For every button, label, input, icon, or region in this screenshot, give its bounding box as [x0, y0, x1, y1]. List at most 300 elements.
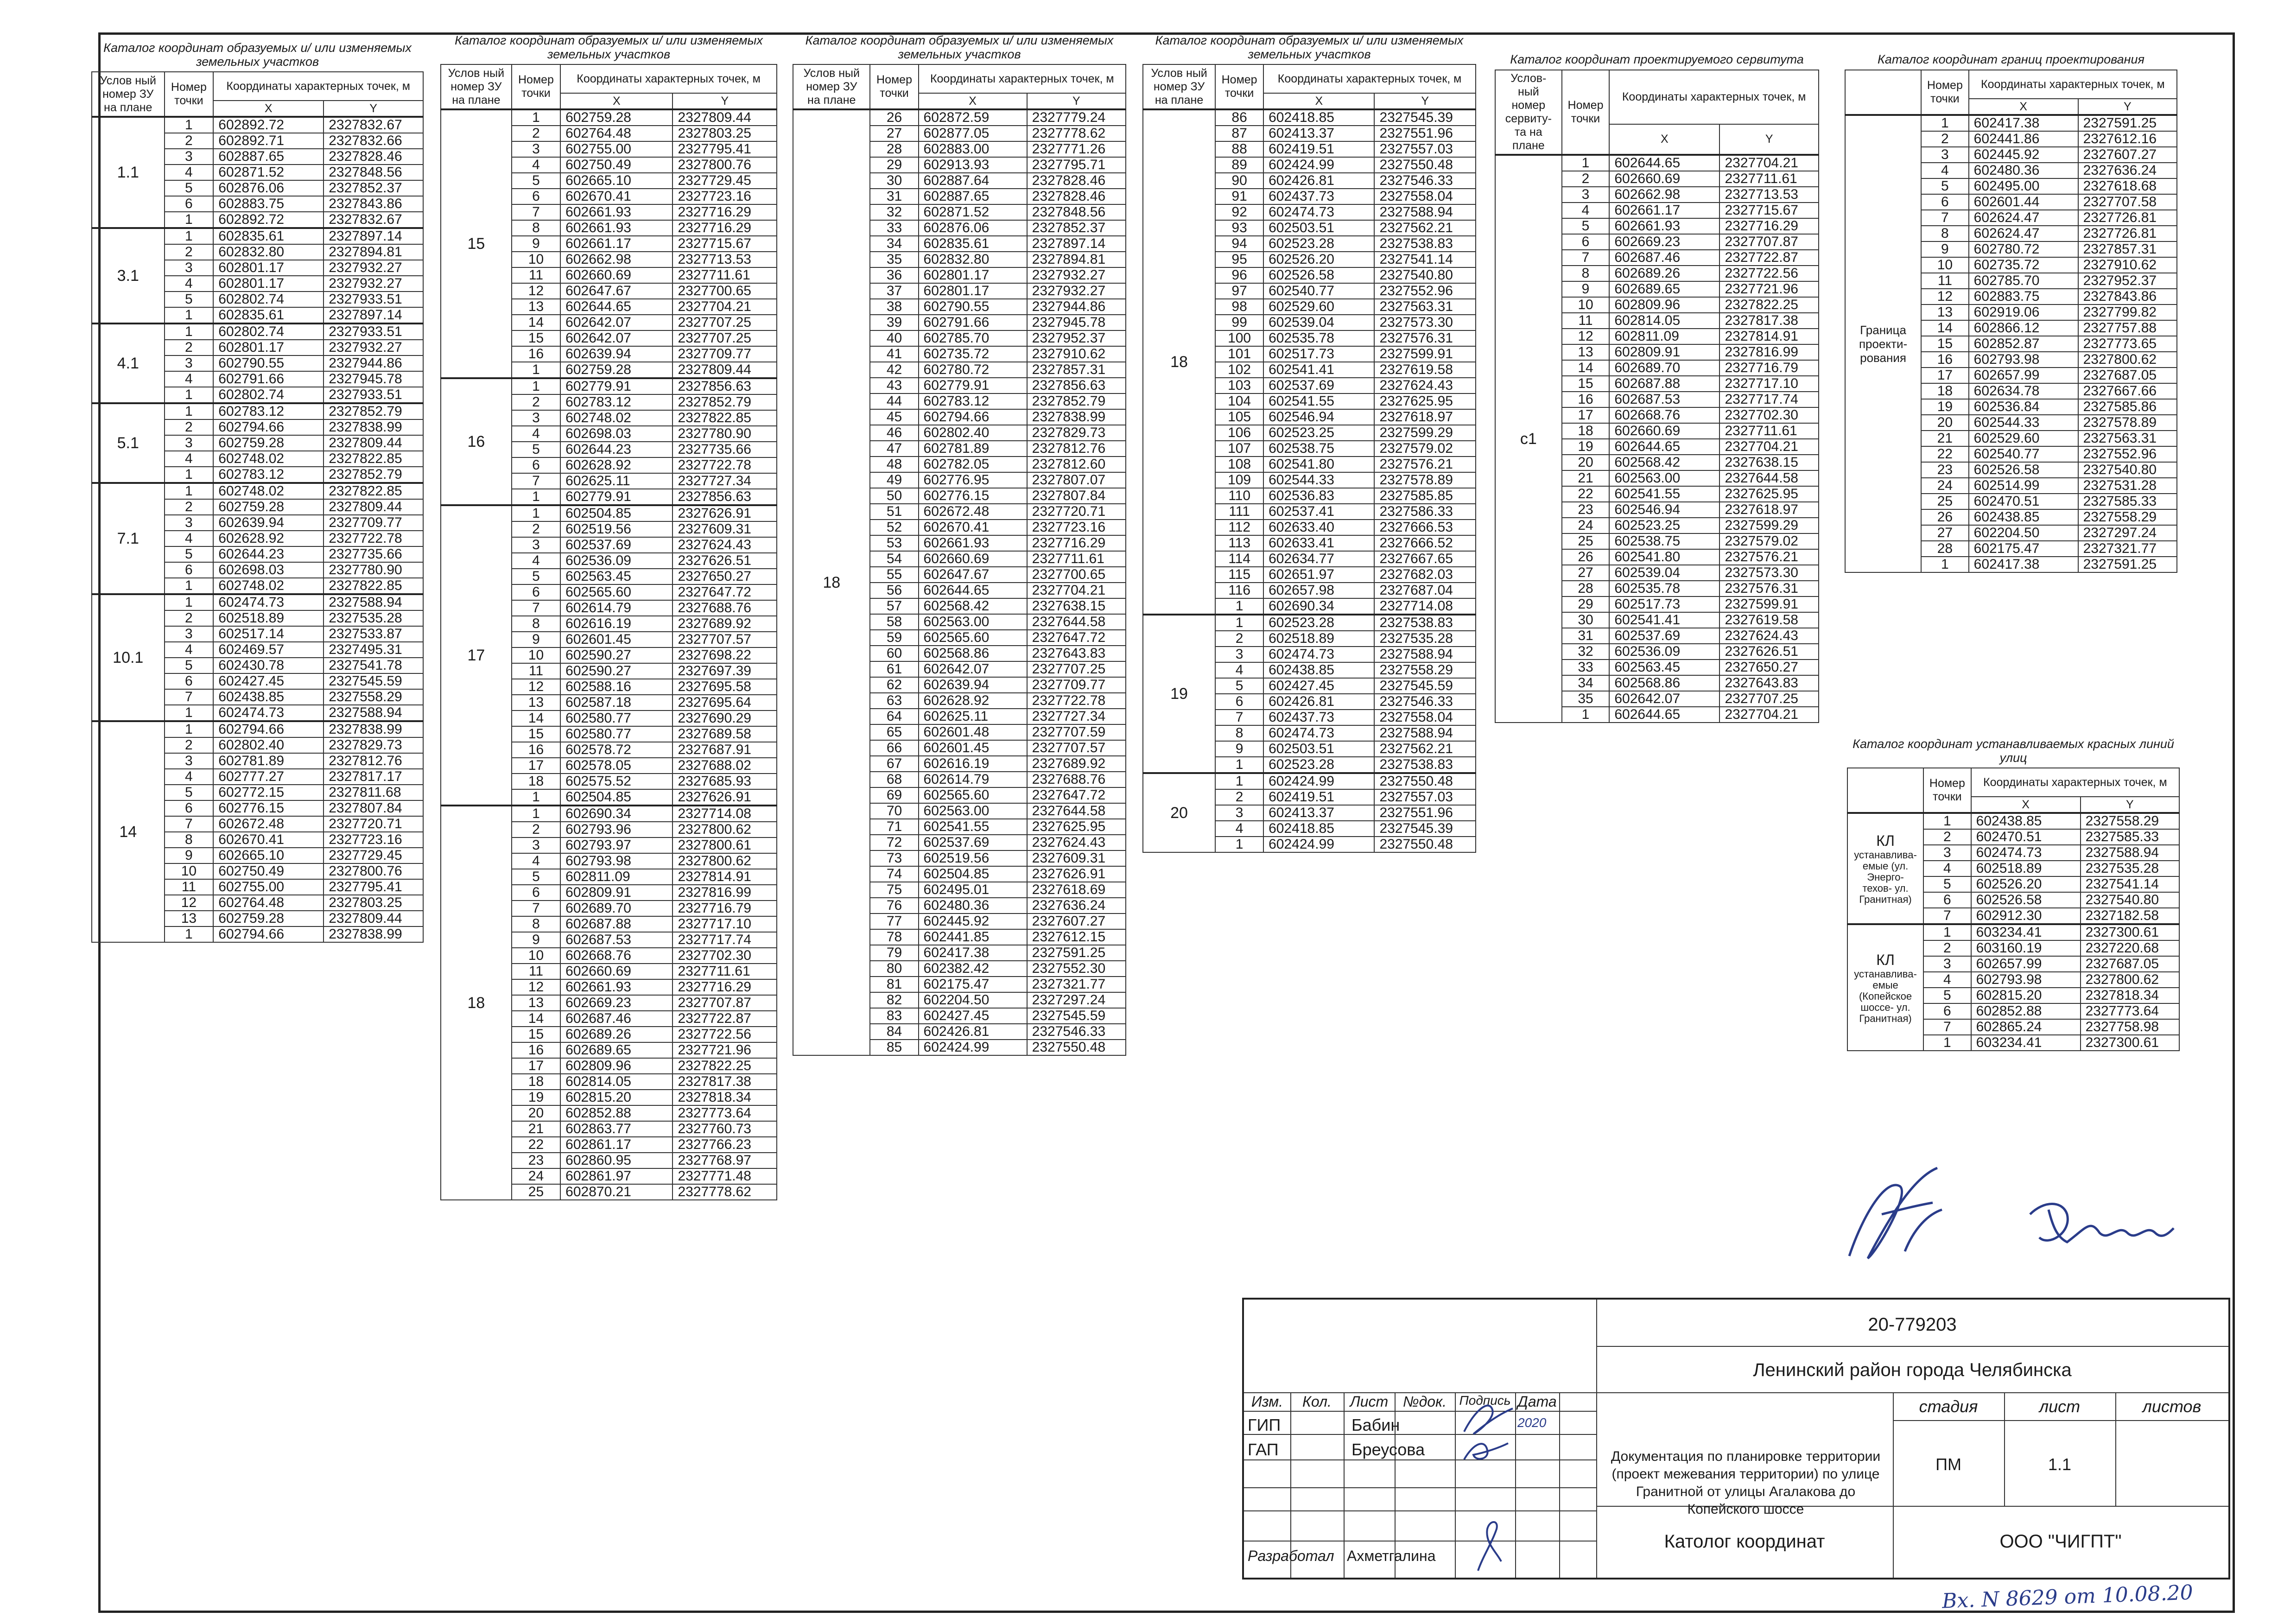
coord-y: 2327538.83 — [1374, 236, 1476, 252]
header-coordinates: Координаты характерных точек, м — [213, 72, 423, 101]
coord-y: 2327579.02 — [1719, 533, 1819, 549]
coord-x: 602541.80 — [1263, 457, 1374, 472]
coord-x: 602563.00 — [1609, 470, 1719, 486]
coord-y: 2327704.21 — [673, 299, 777, 315]
coord-y: 2327650.27 — [1719, 660, 1819, 675]
coord-y: 2327624.43 — [1374, 378, 1476, 393]
coord-y: 2327803.25 — [324, 895, 423, 911]
coord-y: 2327624.43 — [1719, 628, 1819, 644]
point-number: 70 — [870, 803, 918, 819]
coord-x: 602470.51 — [1969, 494, 2078, 509]
coord-y: 2327545.59 — [1027, 1008, 1126, 1024]
point-number: 5 — [512, 173, 560, 189]
point-number: 60 — [870, 646, 918, 661]
header-row — [1495, 70, 1819, 124]
table-row — [441, 806, 777, 822]
point-number: 5 — [165, 785, 214, 800]
coord-x: 602755.00 — [213, 879, 324, 895]
coord-x: 602832.80 — [213, 244, 324, 260]
coord-x: 602474.73 — [1263, 204, 1374, 220]
table-row — [92, 483, 423, 499]
point-number: 13 — [512, 299, 560, 315]
point-number: 13 — [512, 695, 560, 710]
coord-x: 602568.86 — [1609, 675, 1719, 691]
point-number: 7 — [1921, 210, 1969, 226]
coord-y: 2327722.56 — [1719, 266, 1819, 281]
coord-y: 2327807.07 — [1027, 472, 1126, 488]
coord-y: 2327687.05 — [2078, 368, 2177, 383]
header-row — [1847, 768, 2179, 797]
coord-y: 2327666.52 — [1374, 535, 1476, 551]
coord-x: 602669.23 — [560, 995, 673, 1011]
coord-x: 602504.85 — [560, 789, 673, 806]
point-number: 3 — [165, 355, 214, 371]
point-number: 4 — [512, 426, 560, 442]
coord-y: 2327612.15 — [1027, 929, 1126, 945]
coord-x: 602642.07 — [560, 330, 673, 346]
coord-x: 602628.92 — [213, 531, 324, 546]
header-y: Y — [324, 101, 423, 117]
point-number: 6 — [165, 673, 214, 689]
point-number: 1 — [1923, 813, 1971, 829]
point-number: 67 — [870, 756, 918, 772]
point-number: 35 — [1562, 691, 1610, 707]
coord-y: 2327726.81 — [2078, 210, 2177, 226]
point-number: 3 — [165, 435, 214, 451]
coord-y: 2327558.29 — [1374, 662, 1476, 678]
point-number: 42 — [870, 362, 918, 378]
coord-y: 2327800.76 — [324, 863, 423, 879]
coord-x: 602809.96 — [1609, 297, 1719, 313]
coord-y: 2327771.26 — [1027, 141, 1126, 157]
coord-y: 2327709.77 — [324, 515, 423, 531]
point-number: 1 — [165, 324, 214, 340]
coord-y: 2327773.64 — [673, 1105, 777, 1121]
point-number: 1 — [1215, 837, 1263, 852]
zu-label: 17 — [441, 505, 512, 806]
coord-y: 2327768.97 — [673, 1153, 777, 1168]
point-number: 1 — [165, 705, 214, 721]
coord-y: 2327551.96 — [1374, 805, 1476, 821]
coord-x: 602517.14 — [213, 626, 324, 642]
coord-x: 602811.09 — [560, 869, 673, 885]
coord-x: 602759.28 — [213, 911, 324, 926]
point-number: 5 — [165, 292, 214, 307]
coord-y: 2327689.58 — [673, 726, 777, 742]
coord-x: 602537.41 — [1263, 504, 1374, 520]
coord-y: 2327932.27 — [1027, 267, 1126, 283]
coord-x: 602642.07 — [560, 315, 673, 330]
header-coordinates: Координаты характерных точек, м — [1969, 70, 2177, 99]
point-number: 1 — [1215, 615, 1263, 631]
coord-x: 602474.73 — [213, 594, 324, 610]
name-gap: Бреусова — [1351, 1440, 1425, 1459]
coord-y: 2327828.46 — [1027, 189, 1126, 204]
point-number: 2 — [165, 244, 214, 260]
coord-y: 2327688.76 — [1027, 772, 1126, 787]
coord-y: 2327545.39 — [1374, 109, 1476, 126]
header-y: Y — [1374, 93, 1476, 109]
point-number: 16 — [512, 346, 560, 362]
coord-y: 2327636.24 — [1027, 898, 1126, 914]
coord-y: 2327688.02 — [673, 758, 777, 774]
point-number: 55 — [870, 567, 918, 583]
coord-x: 602687.53 — [560, 932, 673, 948]
coord-x: 602783.12 — [919, 393, 1027, 409]
coord-x: 602887.65 — [919, 189, 1027, 204]
coord-x: 602413.37 — [1263, 126, 1374, 141]
coord-x: 602426.81 — [1263, 173, 1374, 189]
coord-y: 2327702.30 — [1719, 407, 1819, 423]
header-point: Номер точки — [1921, 70, 1969, 115]
point-number: 6 — [1215, 694, 1263, 710]
header-y: Y — [2078, 99, 2177, 115]
coord-y: 2327897.14 — [324, 228, 423, 244]
coord-y: 2327933.51 — [324, 324, 423, 340]
point-number: 18 — [512, 774, 560, 789]
coord-x: 602616.19 — [560, 616, 673, 632]
coord-y: 2327647.72 — [673, 584, 777, 600]
coord-y: 2327811.68 — [324, 785, 423, 800]
point-number: 41 — [870, 346, 918, 362]
point-number: 3 — [165, 260, 214, 276]
coord-x: 602876.06 — [919, 220, 1027, 236]
coord-y: 2327817.38 — [1719, 313, 1819, 329]
point-number: 110 — [1215, 488, 1263, 504]
coord-y: 2327700.65 — [1027, 567, 1126, 583]
coord-x: 602783.12 — [213, 467, 324, 483]
point-number: 8 — [1921, 226, 1969, 241]
coord-y: 2327773.64 — [2081, 1003, 2179, 1019]
name-developer: Ахметгалина — [1347, 1548, 1436, 1564]
point-number: 2 — [512, 521, 560, 537]
point-number: 4 — [1923, 972, 1971, 988]
coord-y: 2327852.79 — [673, 394, 777, 410]
coord-y: 2327856.63 — [673, 489, 777, 505]
coord-x: 602776.15 — [919, 488, 1027, 504]
coord-x: 602601.45 — [560, 632, 673, 647]
header-y: Y — [1027, 93, 1126, 109]
coord-y: 2327535.28 — [2081, 861, 2179, 876]
point-number: 1 — [1921, 557, 1969, 572]
coord-y: 2327932.27 — [324, 276, 423, 292]
point-number: 21 — [1562, 470, 1610, 486]
coord-y: 2327933.51 — [324, 292, 423, 307]
coord-y: 2327707.25 — [1027, 661, 1126, 677]
coord-x: 602783.12 — [213, 403, 324, 419]
coord-x: 602661.93 — [560, 204, 673, 220]
coord-x: 602852.88 — [560, 1105, 673, 1121]
coord-y: 2327910.62 — [2078, 257, 2177, 273]
point-number: 99 — [1215, 315, 1263, 330]
coord-y: 2327779.24 — [1027, 109, 1126, 126]
point-number: 36 — [870, 267, 918, 283]
table-row — [793, 109, 1126, 126]
title-block — [1242, 1298, 2230, 1580]
coord-x: 602779.91 — [560, 489, 673, 505]
coord-x: 602601.44 — [1969, 194, 2078, 210]
coord-y: 2327599.29 — [1374, 425, 1476, 441]
coord-y: 2327558.04 — [1374, 189, 1476, 204]
point-number: 48 — [870, 457, 918, 472]
point-number: 13 — [1562, 344, 1610, 360]
header-x: X — [1609, 124, 1719, 155]
point-number: 11 — [512, 964, 560, 979]
point-number: 16 — [512, 1042, 560, 1058]
zu-label: 1.1 — [92, 117, 165, 228]
coord-x: 602860.95 — [560, 1153, 673, 1168]
point-number: 1 — [512, 806, 560, 822]
coord-x: 602541.41 — [1609, 612, 1719, 628]
coord-y: 2327856.63 — [1027, 378, 1126, 393]
point-number: 29 — [870, 157, 918, 173]
coord-x: 602537.69 — [919, 835, 1027, 850]
coord-x: 602427.45 — [919, 1008, 1027, 1024]
coord-y: 2327650.27 — [673, 569, 777, 584]
doc-title: Документация по планировке территории (проект межевания территории) по улице Гранитной от улицы Агалакова до Копейского шоссе — [1611, 1449, 1881, 1517]
coord-y: 2327952.37 — [1027, 330, 1126, 346]
point-number: 24 — [1921, 478, 1969, 494]
point-number: 12 — [1562, 329, 1610, 344]
coord-x: 602535.78 — [1263, 330, 1374, 346]
header-y: Y — [1719, 124, 1819, 155]
coord-x: 602877.05 — [919, 126, 1027, 141]
coord-x: 603234.41 — [1971, 924, 2081, 940]
point-number: 98 — [1215, 299, 1263, 315]
coord-y: 2327818.34 — [2081, 988, 2179, 1003]
coord-x: 602523.25 — [1263, 425, 1374, 441]
coord-x: 602647.67 — [919, 567, 1027, 583]
point-number: 104 — [1215, 393, 1263, 409]
coord-y: 2327709.77 — [673, 346, 777, 362]
coord-y: 2327711.61 — [673, 964, 777, 979]
point-number: 29 — [1562, 596, 1610, 612]
role-gip: ГИП — [1248, 1415, 1281, 1434]
point-number: 1 — [165, 403, 214, 419]
point-number: 89 — [1215, 157, 1263, 173]
coord-x: 602883.00 — [919, 141, 1027, 157]
coord-x: 602794.66 — [213, 926, 324, 942]
coord-x: 602523.28 — [1263, 757, 1374, 773]
coord-x: 602474.73 — [1263, 647, 1374, 662]
point-number: 101 — [1215, 346, 1263, 362]
coord-y: 2327822.85 — [673, 410, 777, 426]
coord-x: 602470.51 — [1971, 829, 2081, 845]
point-number: 21 — [512, 1121, 560, 1137]
coord-x: 602642.07 — [1609, 691, 1719, 707]
coord-x: 602815.20 — [1971, 988, 2081, 1003]
coord-x: 602794.66 — [919, 409, 1027, 425]
point-number: 78 — [870, 929, 918, 945]
coord-x: 602780.72 — [1969, 241, 2078, 257]
point-number: 112 — [1215, 520, 1263, 535]
coord-y: 2327822.85 — [324, 578, 423, 594]
point-number: 113 — [1215, 535, 1263, 551]
coord-y: 2327932.27 — [324, 260, 423, 276]
coord-x: 602863.77 — [560, 1121, 673, 1137]
point-number: 5 — [1923, 988, 1971, 1003]
coord-x: 602639.94 — [919, 677, 1027, 693]
coord-y: 2327687.04 — [1374, 583, 1476, 598]
point-number: 10 — [165, 863, 214, 879]
coord-x: 602575.52 — [560, 774, 673, 789]
point-number: 9 — [512, 632, 560, 647]
coord-x: 602601.48 — [919, 724, 1027, 740]
point-number: 2 — [165, 610, 214, 626]
coord-y: 2327933.51 — [324, 387, 423, 403]
coord-x: 602755.00 — [560, 141, 673, 157]
point-number: 61 — [870, 661, 918, 677]
coord-x: 602672.48 — [213, 816, 324, 832]
coord-y: 2327573.30 — [1719, 565, 1819, 581]
coord-x: 602578.72 — [560, 742, 673, 758]
coord-x: 602445.92 — [919, 914, 1027, 929]
point-number: 10 — [1921, 257, 1969, 273]
coord-y: 2327729.45 — [673, 173, 777, 189]
coord-x: 602661.93 — [1609, 218, 1719, 234]
coord-y: 2327618.68 — [2078, 178, 2177, 194]
point-number: 16 — [512, 742, 560, 758]
point-number: 3 — [1215, 647, 1263, 662]
zu-label: 16 — [441, 378, 512, 505]
point-number: 7 — [512, 473, 560, 489]
coord-x: 602588.16 — [560, 679, 673, 695]
coord-y: 2327576.31 — [1374, 330, 1476, 346]
coord-x: 602644.65 — [919, 583, 1027, 598]
coord-y: 2327573.30 — [1374, 315, 1476, 330]
point-number: 2 — [1562, 171, 1610, 187]
coord-x: 602698.03 — [213, 562, 324, 578]
point-number: 116 — [1215, 583, 1263, 598]
col-ndok: №док. — [1402, 1393, 1447, 1410]
coord-y: 2327894.81 — [1027, 252, 1126, 267]
point-number: 44 — [870, 393, 918, 409]
coord-y: 2327297.24 — [1027, 992, 1126, 1008]
coord-x: 602644.23 — [213, 546, 324, 562]
table-servitude-catalog — [1495, 52, 1819, 723]
role-gap: ГАП — [1248, 1440, 1279, 1459]
point-number: 37 — [870, 283, 918, 299]
coord-x: 602793.97 — [560, 837, 673, 853]
coord-y: 2327552.30 — [1027, 961, 1126, 977]
coord-y: 2327766.23 — [673, 1137, 777, 1153]
coord-y: 2327546.33 — [1374, 173, 1476, 189]
coord-y: 2327624.43 — [673, 537, 777, 553]
header-y: Y — [673, 93, 777, 109]
coord-y: 2327618.69 — [1027, 882, 1126, 898]
coord-x: 602424.99 — [919, 1040, 1027, 1055]
point-number: 8 — [512, 220, 560, 236]
point-number: 8 — [165, 832, 214, 848]
coord-x: 602670.41 — [919, 520, 1027, 535]
coord-x: 602802.74 — [213, 292, 324, 307]
coord-y: 2327688.76 — [673, 600, 777, 616]
coord-x: 602537.69 — [1263, 378, 1374, 393]
point-number: 1 — [1215, 757, 1263, 773]
point-number: 12 — [165, 895, 214, 911]
point-number: 1 — [1562, 707, 1610, 723]
coord-x: 602861.17 — [560, 1137, 673, 1153]
point-number: 57 — [870, 598, 918, 614]
coord-y: 2327822.85 — [324, 483, 423, 499]
coord-x: 602441.86 — [1969, 131, 2078, 147]
coord-y: 2327814.91 — [1719, 329, 1819, 344]
point-number: 10 — [512, 948, 560, 964]
point-number: 18 — [512, 1074, 560, 1090]
coord-y: 2327707.87 — [673, 995, 777, 1011]
coord-y: 2327857.31 — [2078, 241, 2177, 257]
coord-y: 2327735.66 — [673, 442, 777, 457]
coord-y: 2327848.56 — [1027, 204, 1126, 220]
coord-y: 2327585.86 — [2078, 399, 2177, 415]
point-number: 11 — [165, 879, 214, 895]
point-number: 4 — [165, 165, 214, 180]
point-number: 2 — [512, 394, 560, 410]
point-number: 10 — [512, 252, 560, 267]
coord-x: 602809.96 — [560, 1058, 673, 1074]
coord-x: 602912.30 — [1971, 908, 2081, 924]
point-number: 49 — [870, 472, 918, 488]
point-number: 4 — [165, 371, 214, 387]
point-number: 8 — [512, 916, 560, 932]
point-number: 95 — [1215, 252, 1263, 267]
point-number: 20 — [1562, 455, 1610, 470]
point-number: 6 — [512, 885, 560, 901]
point-number: 38 — [870, 299, 918, 315]
coord-x: 602204.50 — [1969, 525, 2078, 541]
point-number: 1 — [1921, 115, 1969, 131]
coord-y: 2327716.29 — [673, 204, 777, 220]
coord-x: 602913.93 — [919, 157, 1027, 173]
coord-y: 2327778.62 — [673, 1184, 777, 1200]
coord-x: 602382.42 — [919, 961, 1027, 977]
zu-note: устанавлива- емые (ул. Энерго- техов- ул. Гранитная) — [1854, 849, 1917, 905]
point-number: 5 — [1923, 876, 1971, 892]
point-number: 15 — [512, 330, 560, 346]
coord-x: 602748.02 — [213, 451, 324, 467]
header-row — [1845, 70, 2177, 99]
coord-x: 602661.17 — [560, 236, 673, 252]
coord-y: 2327720.71 — [324, 816, 423, 832]
coord-x: 602892.72 — [213, 117, 324, 133]
coord-y: 2327618.97 — [1374, 409, 1476, 425]
coord-y: 2327540.80 — [1374, 267, 1476, 283]
table-zu-catalog-4 — [1142, 33, 1476, 853]
coord-x: 602689.26 — [1609, 266, 1719, 281]
point-number: 25 — [512, 1184, 560, 1200]
coord-x: 602801.17 — [213, 340, 324, 355]
coord-y: 2327682.03 — [1374, 567, 1476, 583]
coord-x: 602624.47 — [1969, 210, 2078, 226]
point-number: 18 — [1562, 423, 1610, 439]
header-x: X — [1263, 93, 1374, 109]
coord-y: 2327576.21 — [1374, 457, 1476, 472]
point-number: 80 — [870, 961, 918, 977]
header-coordinates: Координаты характерных точек, м — [1971, 768, 2179, 797]
coord-x: 602661.17 — [1609, 203, 1719, 218]
coord-x: 602651.97 — [1263, 567, 1374, 583]
point-number: 1 — [165, 387, 214, 403]
point-number: 6 — [165, 800, 214, 816]
point-number: 2 — [1921, 131, 1969, 147]
point-number: 39 — [870, 315, 918, 330]
point-number: 4 — [512, 157, 560, 173]
coord-y: 2327711.61 — [1027, 551, 1126, 567]
coord-y: 2327722.87 — [1719, 250, 1819, 266]
point-number: 1 — [512, 109, 560, 126]
coord-y: 2327897.14 — [1027, 236, 1126, 252]
coord-x: 602538.75 — [1263, 441, 1374, 457]
